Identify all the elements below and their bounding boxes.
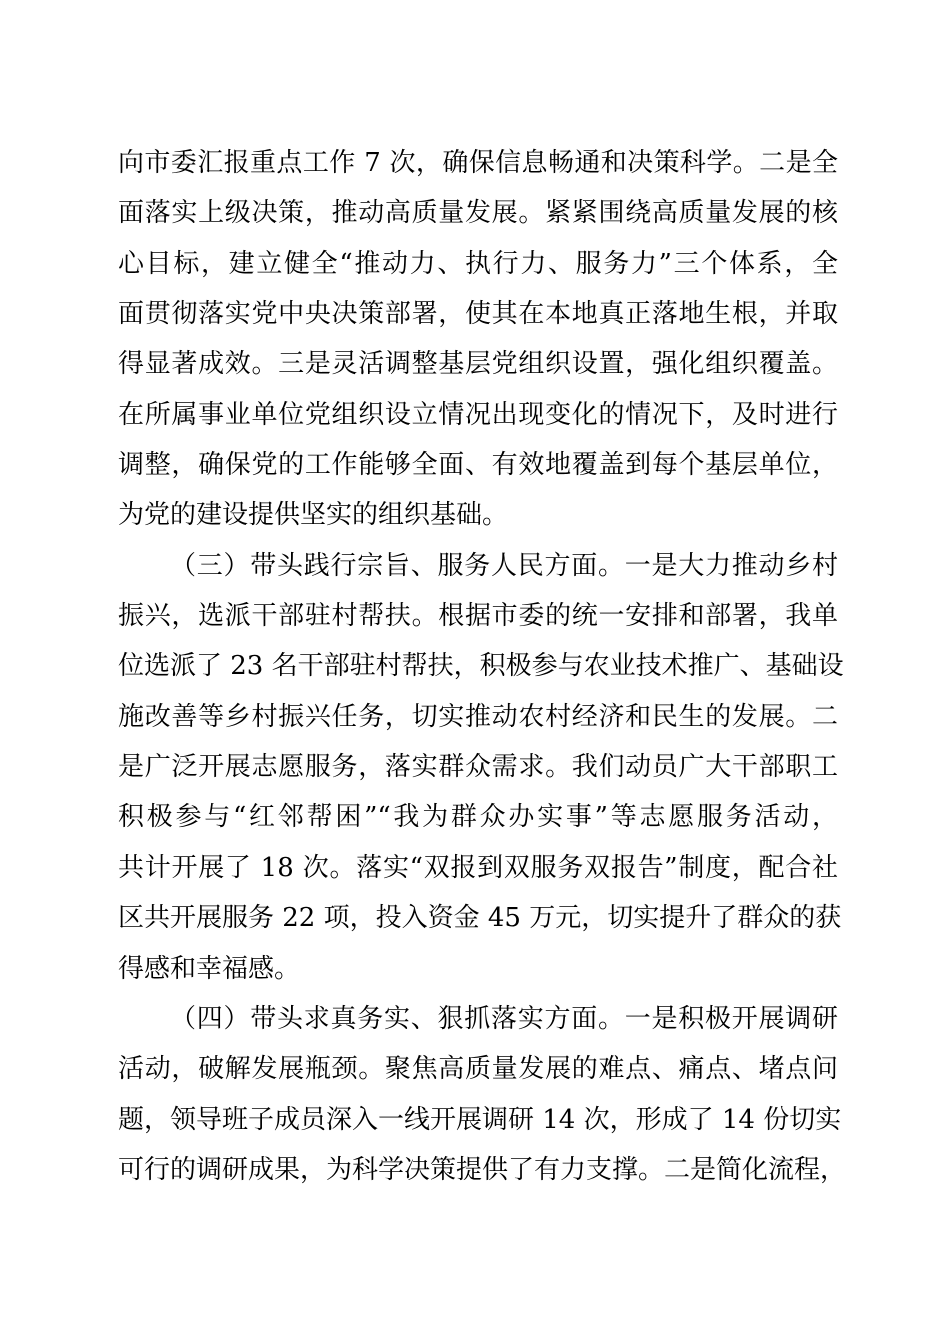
text-line: 心目标，建立健全“推动力、执行力、服务力”三个体系，全 bbox=[118, 248, 838, 279]
text-line: 调整，确保党的工作能够全面、有效地覆盖到每个基层单位， bbox=[118, 450, 838, 481]
paragraph-heading-line: （三）带头践行宗旨、服务人民方面。一是大力推动乡村 bbox=[170, 550, 838, 581]
text-line: 在所属事业单位党组织设立情况出现变化的情况下，及时进行 bbox=[118, 399, 838, 430]
text-line: 活动，破解发展瓶颈。聚焦高质量发展的难点、痛点、堵点问 bbox=[118, 1054, 838, 1085]
text-line: 振兴，选派干部驻村帮扶。根据市委的统一安排和部署，我单 bbox=[118, 601, 838, 632]
paragraph-heading-line: （四）带头求真务实、狠抓落实方面。一是积极开展调研 bbox=[170, 1003, 838, 1034]
text-line: 区共开展服务 22 项，投入资金 45 万元，切实提升了群众的获 bbox=[118, 903, 842, 934]
text-line: 积极参与“红邻帮困”“我为群众办实事”等志愿服务活动， bbox=[118, 802, 838, 833]
text-line: 可行的调研成果，为科学决策提供了有力支撑。二是简化流程， bbox=[118, 1154, 847, 1185]
text-line: 面贯彻落实党中央决策部署，使其在本地真正落地生根，并取 bbox=[118, 299, 838, 330]
text-line: 向市委汇报重点工作 7 次，确保信息畅通和决策科学。二是全 bbox=[118, 148, 838, 178]
text-line: 面落实上级决策，推动高质量发展。紧紧围绕高质量发展的核 bbox=[118, 198, 838, 229]
text-line: 共计开展了 18 次。落实“双报到双服务双报告”制度，配合社 bbox=[118, 852, 838, 883]
text-line: 得感和幸福感。 bbox=[118, 953, 301, 984]
text-line: 为党的建设提供坚实的组织基础。 bbox=[118, 500, 509, 531]
text-line: 施改善等乡村振兴任务，切实推动农村经济和民生的发展。二 bbox=[118, 701, 838, 732]
text-line: 位选派了 23 名干部驻村帮扶，积极参与农业技术推广、基础设 bbox=[118, 651, 844, 682]
body-text bbox=[118, 138, 847, 1195]
text-line: 是广泛开展志愿服务，落实群众需求。我们动员广大干部职工 bbox=[118, 752, 838, 783]
text-line: 题，领导班子成员深入一线开展调研 14 次，形成了 14 份切实 bbox=[118, 1104, 842, 1135]
text-line: 得显著成效。三是灵活调整基层党组织设置，强化组织覆盖。 bbox=[118, 349, 838, 380]
